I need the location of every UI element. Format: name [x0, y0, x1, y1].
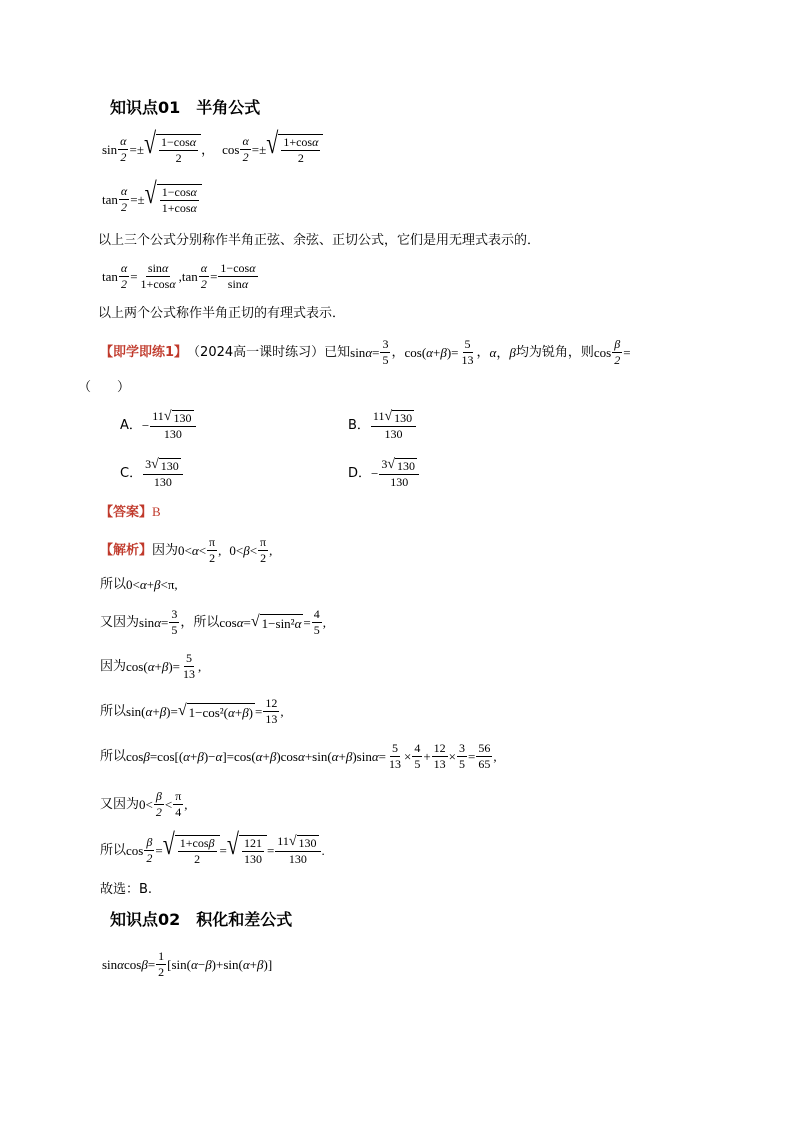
analysis-line-5: 所以 sin( α + β )= √ 1−cos²( α + β ) = $\frac{12}{13}$ ,	[100, 696, 284, 726]
option-c: C． 3 √ 130 130	[120, 458, 184, 488]
analysis-line-8: 所以 cos $\frac{\beta}{2}$ = √ $\frac{1+\cos\beta}{2}$ = √ $\frac{121}{130}$ = 11 √ 130 130 .	[100, 827, 325, 866]
analysis-line-7: 又因为 0< $\frac{\beta}{2}$ < $\frac{\pi}{4}$ ,	[100, 789, 188, 819]
analysis-line-3: 又因为 sin α = $\frac{3}{5}$ ，所以 cos α = √ 1−sin² α = $\frac{4}{5}$ ,	[100, 607, 326, 637]
formula-tan-half-irrational: tan $\frac{\alpha}{2}$ =± √ $\frac{1-\cos\alpha}{1+\cos\alpha}$	[102, 184, 202, 214]
example-blank: （ ）	[78, 380, 131, 395]
example-sep2: ，	[476, 344, 490, 360]
analysis-l3-pre: 又因为	[100, 614, 140, 630]
option-b-label: B．	[348, 417, 370, 433]
analysis-l8-pre: 所以	[100, 842, 127, 858]
formula-product-to-sum: sin α cos β = $\frac{1}{2}$ [sin( α − β )+sin( α + β )]	[102, 949, 273, 979]
analysis-conclusion: 故选：B.	[100, 882, 153, 897]
section-title-half-angle: 知识点01 半角公式	[110, 98, 261, 117]
analysis-l2-pre: 所以	[100, 577, 127, 592]
example-tag: 【即学即练1】	[100, 344, 188, 360]
answer-line	[100, 505, 161, 519]
answer-tag: 【答案】	[100, 505, 153, 520]
analysis-line-6: 所以 cos β =cos[( α + β )− α ]=cos( α + β )cos α +sin( α + β )sin α = $\frac{5}{13}$ × $\frac{4}{5}$ + $\frac{12}{13}$ × $\frac{3}{5}$ = $\frac{56}{65}$ ,	[100, 741, 497, 771]
option-b: B． 11 √ 130 130	[348, 410, 417, 440]
analysis-line-4: 因为 cos( α + β )= $\frac{5}{13}$ ,	[100, 651, 202, 681]
example-question: 【即学即练1】 （2024高一课时练习）已知 sin α = $\frac{3}{5}$ ， cos( α + β )= $\frac{5}{13}$ ， α ， β 均为锐角，则 cos $\frac{\beta}{2}$ =	[100, 337, 631, 367]
analysis-line-1: 【解析】 因为 0< α < $\frac{\pi}{2}$ , 0< β < $\frac{\pi}{2}$ ,	[100, 535, 273, 565]
analysis-line-2: 所以 0< α + β <π,	[100, 577, 178, 592]
analysis-l1-pre: 因为	[152, 542, 179, 558]
analysis-l5-pre: 所以	[100, 703, 127, 719]
analysis-tag: 【解析】	[100, 542, 153, 558]
example-source: （2024高一课时练习）已知	[187, 344, 351, 360]
option-a-label: A．	[120, 417, 142, 433]
example-sep1: ，	[391, 344, 405, 360]
analysis-l4-pre: 因为	[100, 658, 127, 674]
note-irrational: 以上三个公式分别称作半角正弦、余弦、正切公式，它们是用无理式表示的．	[98, 233, 541, 248]
option-a: A． − 11 √ 130 130	[120, 410, 197, 440]
note-rational: 以上两个公式称作半角正切的有理式表示．	[98, 306, 346, 321]
analysis-l7-pre: 又因为	[100, 796, 140, 812]
answer-value: B	[152, 504, 161, 519]
option-d-label: D．	[348, 465, 372, 481]
example-condition: 均为锐角，则	[515, 344, 594, 360]
section-title-product-to-sum: 知识点02 积化和差公式	[110, 910, 293, 929]
option-d: D． − 3 √ 130 130	[348, 458, 420, 488]
analysis-l6-pre: 所以	[100, 748, 127, 764]
formula-sin-cos-half: sin $\frac{\alpha}{2}$ =± √ $\frac{1-\cos\alpha}{2}$ ， cos $\frac{\alpha}{2}$ =± √ $\frac{1+\cos\alpha}{2}$	[102, 134, 323, 164]
formula-tan-half-rational: tan $\frac{\alpha}{2}$ = $\frac{\sin\alpha}{1+\cos\alpha}$ ,tan $\frac{\alpha}{2}$ = $\frac{1-\cos\alpha}{\sin\alpha}$	[102, 261, 256, 291]
analysis-l3-mid: ，所以	[180, 614, 220, 630]
option-c-label: C．	[120, 465, 143, 481]
